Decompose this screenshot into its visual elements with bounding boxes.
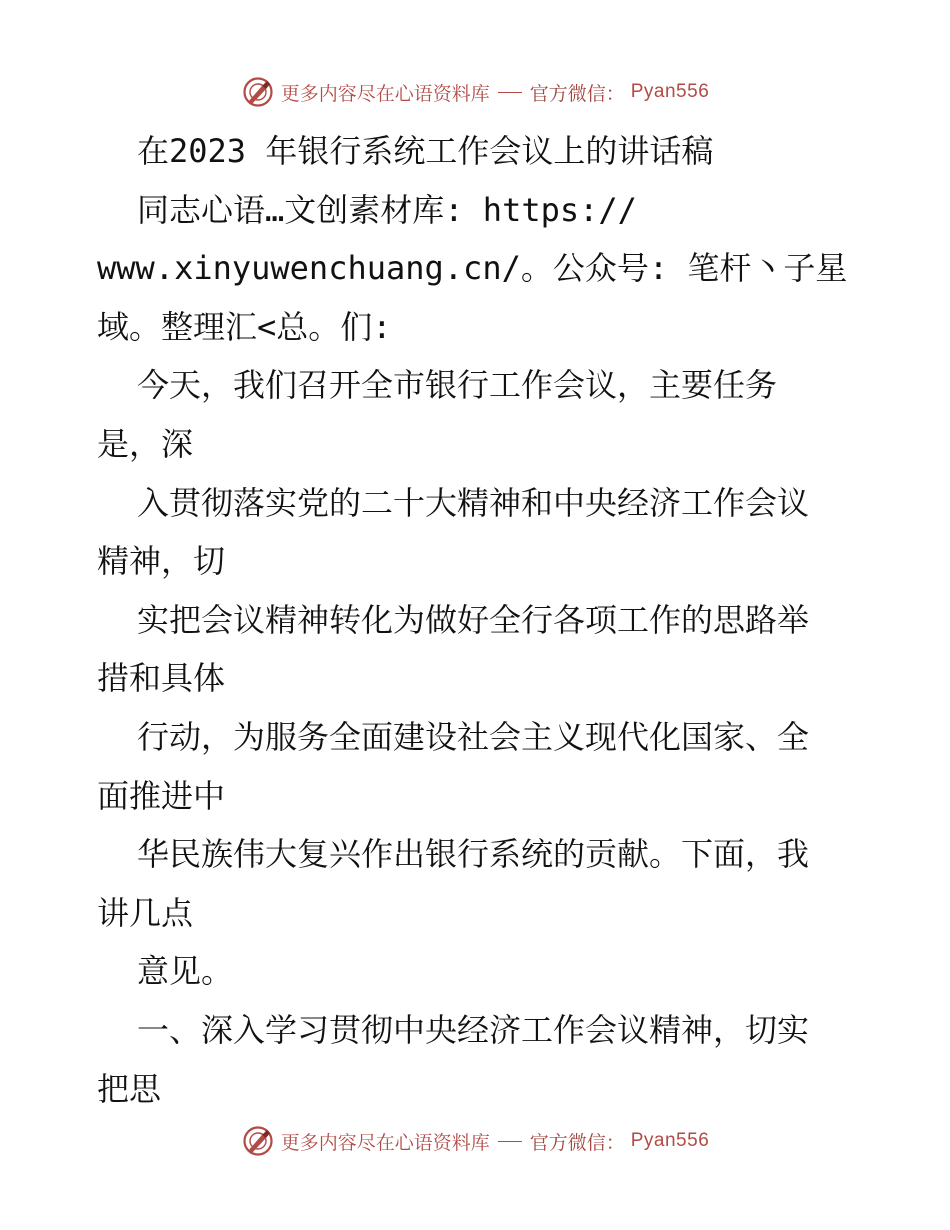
text-line: 实把会议精神转化为做好全行各项工作的思路举 [137, 600, 810, 639]
text-line: 意见。 [137, 952, 234, 991]
document-title: 在2023 年银行系统工作会议上的讲话稿 [137, 132, 714, 170]
pen-logo-icon [241, 1124, 275, 1158]
text-line: 同志心语…文创素材库: https:// [137, 190, 637, 229]
banner-wechat-label: 官方微信： [529, 1131, 625, 1154]
text-line: 域。整理汇<总。们: [97, 307, 392, 346]
text-line: 措和具体 [97, 659, 226, 698]
text-line: 讲几点 [97, 893, 194, 932]
text-line: 今天，我们召开全市银行工作会议，主要任务 [137, 366, 778, 405]
text-line: 把思 [97, 1069, 162, 1108]
text-line: 精神，切 [97, 542, 226, 581]
banner-promo-text: 更多内容尽在心语资料库 [280, 82, 490, 105]
pen-logo-icon [241, 75, 275, 109]
text-line: 面推进中 [97, 776, 226, 815]
section-heading: 一、深入学习贯彻中央经济工作会议精神，切实 [137, 1010, 810, 1049]
text-line: www.xinyuwenchuang.cn/。公众号: 笔杆丶子星 [97, 249, 848, 288]
banner-promo-text: 更多内容尽在心语资料库 [280, 1131, 490, 1154]
document-body [97, 122, 887, 1118]
header-banner [0, 72, 950, 112]
text-line: 是，深 [97, 424, 194, 463]
text-line: 华民族伟大复兴作出银行系统的贡献。下面，我 [137, 835, 810, 874]
footer-banner [0, 1121, 950, 1161]
text-line: 行动，为服务全面建设社会主义现代化国家、全 [137, 717, 810, 756]
banner-dash [498, 92, 522, 93]
banner-dash [498, 1141, 522, 1142]
banner-wechat-label: 官方微信： [529, 82, 625, 105]
text-line: 入贯彻落实党的二十大精神和中央经济工作会议 [137, 483, 810, 522]
banner-wechat-id: Pyan556 [630, 1130, 710, 1151]
banner-wechat-id: Pyan556 [630, 81, 710, 102]
